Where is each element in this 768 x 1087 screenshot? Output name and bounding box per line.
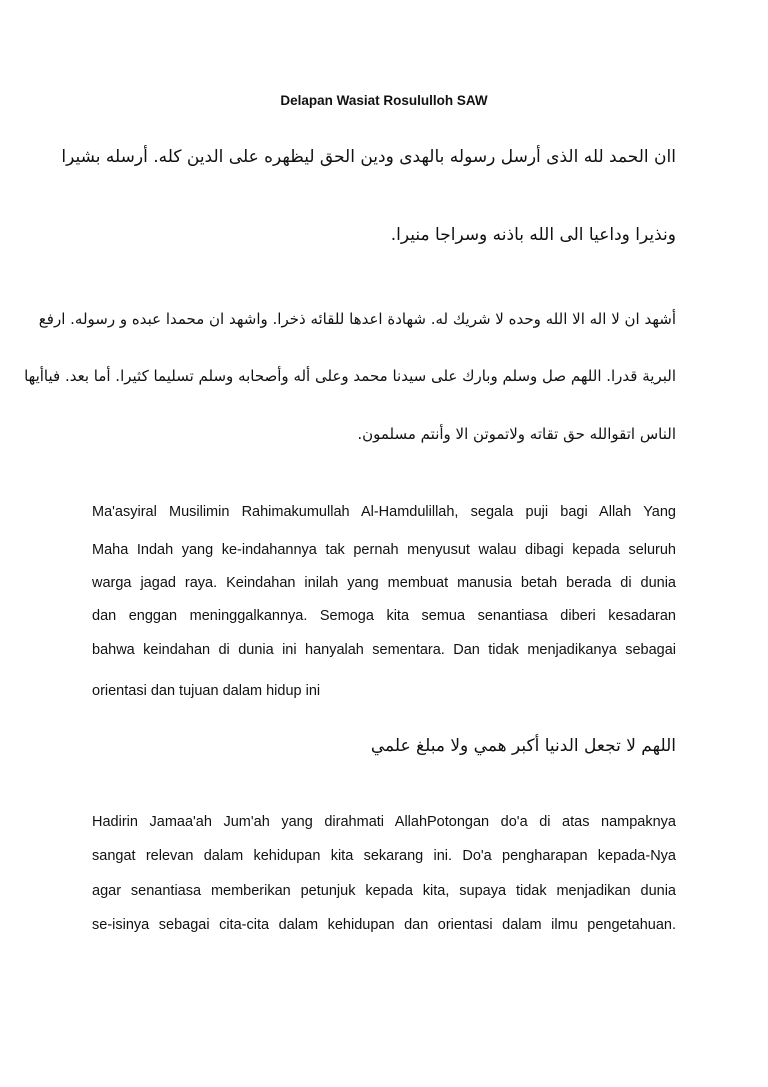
arabic-shahada-line-2: البرية قدرا. اللهم صل وسلم وبارك على سيدنا محمد وعلى أله وأصحابه وسلم تسليما كثيرا. أما بعد. فياأيها — [24, 367, 676, 385]
paragraph-line: dan enggan meninggalkannya. Semoga kita semua senantiasa diberi kesadaran — [92, 608, 676, 624]
paragraph-line: sangat relevan dalam kehidupan kita sekarang ini. Do'a pengharapan kepada-Nya — [92, 848, 676, 864]
paragraph-line: agar senantiasa memberikan petunjuk kepada kita, supaya tidak menjadikan dunia — [92, 883, 676, 899]
arabic-opening-line-1: اان الحمد لله الذى أرسل رسوله بالهدى ودين الحق ليظهره على الدين كله. أرسله بشيرا — [61, 147, 676, 167]
paragraph-line: orientasi dan tujuan dalam hidup ini — [92, 683, 321, 699]
paragraph-line: Maha Indah yang ke-indahannya tak pernah menyusut walau dibagi kepada seluruh — [92, 542, 676, 558]
paragraph-line: Hadirin Jamaa'ah Jum'ah yang dirahmati AllahPotongan do'a di atas nampaknya — [92, 814, 676, 830]
arabic-opening-line-2: ونذيرا وداعيا الى الله باذنه وسراجا منيرا. — [390, 225, 676, 245]
paragraph-line: warga jagad raya. Keindahan inilah yang membuat manusia betah berada di dunia — [92, 575, 676, 591]
arabic-shahada-line-3: الناس اتقوالله حق تقاته ولاتموتن الا وأنتم مسلمون. — [357, 425, 676, 443]
arabic-prayer: اللهم لا تجعل الدنيا أكبر همي ولا مبلغ علمي — [370, 736, 676, 756]
paragraph-line: Ma'asyiral Musilimin Rahimakumullah Al-Hamdulillah, segala puji bagi Allah Yang — [92, 504, 676, 520]
paragraph-line: bahwa keindahan di dunia ini hanyalah sementara. Dan tidak menjadikanya sebagai — [92, 642, 676, 658]
paragraph-line: se-isinya sebagai cita-cita dalam kehidupan dan orientasi dalam ilmu pengetahuan. — [92, 917, 676, 933]
page-title: Delapan Wasiat Rosululloh SAW — [280, 93, 488, 108]
arabic-shahada-line-1: أشهد ان لا اله الا الله وحده لا شريك له. شهادة اعدها للقائه ذخرا. واشهد ان محمدا عبده و رسوله. ارفع — [38, 310, 676, 328]
